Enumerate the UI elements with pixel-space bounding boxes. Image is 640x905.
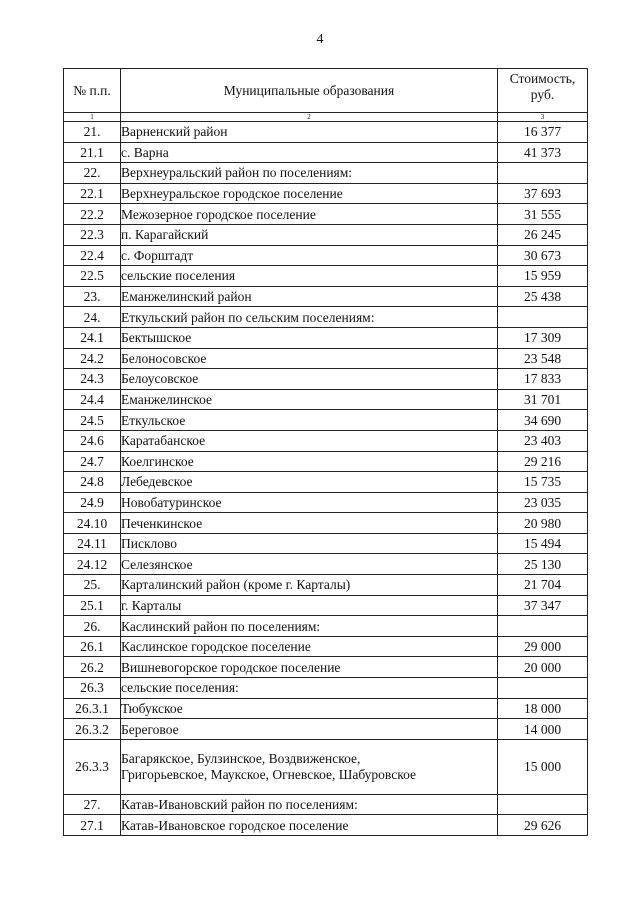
row-number: 21. — [64, 122, 121, 143]
cost-value — [498, 163, 588, 184]
header-num: № п.п. — [64, 69, 121, 113]
table-row — [64, 307, 588, 328]
row-number: 27. — [64, 794, 121, 815]
cost-value: 20 000 — [498, 657, 588, 678]
table-row — [64, 163, 588, 184]
municipality-name-line: Багарякское, Булзинское, Воздвиженское, — [121, 750, 361, 766]
row-number: 27.1 — [64, 815, 121, 836]
municipality-name: сельские поселения: — [121, 678, 498, 699]
municipality-name: Печенкинское — [121, 513, 498, 534]
column-index-row — [64, 113, 588, 122]
municipality-name: Писклово — [121, 533, 498, 554]
municipality-name: Межозерное городское поселение — [121, 204, 498, 225]
row-number: 24.11 — [64, 533, 121, 554]
table-row — [64, 575, 588, 596]
tariff-table — [63, 68, 588, 836]
table-row — [64, 430, 588, 451]
row-number: 24.5 — [64, 410, 121, 431]
cost-value: 20 980 — [498, 513, 588, 534]
municipality-name: Новобатуринское — [121, 492, 498, 513]
table-row — [64, 327, 588, 348]
cost-value: 31 701 — [498, 389, 588, 410]
cost-value: 37 693 — [498, 183, 588, 204]
table-row — [64, 698, 588, 719]
table-row — [64, 410, 588, 431]
table-row — [64, 369, 588, 390]
table-row — [64, 451, 588, 472]
table-row — [64, 554, 588, 575]
municipality-name: Еткульский район по сельским поселениям: — [121, 307, 498, 328]
municipality-name: Варненский район — [121, 122, 498, 143]
municipality-name: п. Карагайский — [121, 224, 498, 245]
row-number: 26.3.3 — [64, 739, 121, 794]
table-row — [64, 595, 588, 616]
municipality-name: Белоусовское — [121, 369, 498, 390]
cost-value: 25 438 — [498, 286, 588, 307]
table-row — [64, 204, 588, 225]
cost-value: 25 130 — [498, 554, 588, 575]
cost-value: 31 555 — [498, 204, 588, 225]
cost-value: 26 245 — [498, 224, 588, 245]
municipality-name: Верхнеуральское городское поселение — [121, 183, 498, 204]
table-row — [64, 815, 588, 836]
municipality-name: Верхнеуральский район по поселениям: — [121, 163, 498, 184]
municipality-name: Еткульское — [121, 410, 498, 431]
row-number: 22.1 — [64, 183, 121, 204]
municipality-name: с. Варна — [121, 142, 498, 163]
municipality-name: Бектышское — [121, 327, 498, 348]
cost-value: 15 959 — [498, 266, 588, 287]
municipality-name: Еманжелинский район — [121, 286, 498, 307]
cost-value: 15 735 — [498, 472, 588, 493]
row-number: 22.3 — [64, 224, 121, 245]
row-number: 24.9 — [64, 492, 121, 513]
table-row — [64, 794, 588, 815]
table-row — [64, 616, 588, 637]
table-row — [64, 183, 588, 204]
table-row — [64, 678, 588, 699]
row-number: 23. — [64, 286, 121, 307]
header-name: Муниципальные образования — [121, 69, 498, 113]
municipality-name: Каслинское городское поселение — [121, 636, 498, 657]
table-row — [64, 513, 588, 534]
table-row — [64, 245, 588, 266]
municipality-name — [121, 739, 498, 794]
cost-value: 30 673 — [498, 245, 588, 266]
row-number: 24.3 — [64, 369, 121, 390]
municipality-name: Белоносовское — [121, 348, 498, 369]
municipality-name: Еманжелинское — [121, 389, 498, 410]
municipality-name: Каслинский район по поселениям: — [121, 616, 498, 637]
municipality-name: г. Карталы — [121, 595, 498, 616]
row-number: 22. — [64, 163, 121, 184]
cost-value: 17 309 — [498, 327, 588, 348]
cost-value — [498, 794, 588, 815]
municipality-name: Тюбукское — [121, 698, 498, 719]
table-row — [64, 286, 588, 307]
row-number: 22.2 — [64, 204, 121, 225]
row-number: 26.3.1 — [64, 698, 121, 719]
cost-value: 15 000 — [498, 739, 588, 794]
municipality-name: Каратабанское — [121, 430, 498, 451]
row-number: 25. — [64, 575, 121, 596]
municipality-name: Катав-Ивановское городское поселение — [121, 815, 498, 836]
cost-value: 29 216 — [498, 451, 588, 472]
table-row — [64, 266, 588, 287]
row-number: 26.3.2 — [64, 719, 121, 740]
table-header-row — [64, 69, 588, 113]
municipality-name: Лебедевское — [121, 472, 498, 493]
municipality-name: Селезянское — [121, 554, 498, 575]
row-number: 24.12 — [64, 554, 121, 575]
row-number: 24.1 — [64, 327, 121, 348]
row-number: 24.6 — [64, 430, 121, 451]
table-row — [64, 224, 588, 245]
row-number: 24.4 — [64, 389, 121, 410]
row-number: 26.3 — [64, 678, 121, 699]
header-cost: Стоимость, руб. — [498, 69, 588, 113]
cost-value: 29 626 — [498, 815, 588, 836]
column-index: 1 — [64, 113, 121, 122]
cost-value — [498, 307, 588, 328]
table-row — [64, 492, 588, 513]
cost-value: 15 494 — [498, 533, 588, 554]
cost-value: 16 377 — [498, 122, 588, 143]
cost-value: 21 704 — [498, 575, 588, 596]
municipality-name: Коелгинское — [121, 451, 498, 472]
row-number: 21.1 — [64, 142, 121, 163]
table-row — [64, 122, 588, 143]
table-row — [64, 636, 588, 657]
table-row — [64, 142, 588, 163]
table-row — [64, 472, 588, 493]
cost-value: 37 347 — [498, 595, 588, 616]
row-number: 22.4 — [64, 245, 121, 266]
municipality-name: Катав-Ивановский район по поселениям: — [121, 794, 498, 815]
table-row — [64, 348, 588, 369]
column-index: 3 — [498, 113, 588, 122]
row-number: 24.10 — [64, 513, 121, 534]
cost-value: 14 000 — [498, 719, 588, 740]
row-number: 24.8 — [64, 472, 121, 493]
table-row — [64, 719, 588, 740]
cost-value: 17 833 — [498, 369, 588, 390]
cost-value: 41 373 — [498, 142, 588, 163]
cost-value — [498, 678, 588, 699]
cost-value: 18 000 — [498, 698, 588, 719]
row-number: 24.2 — [64, 348, 121, 369]
row-number: 24. — [64, 307, 121, 328]
cost-value — [498, 616, 588, 637]
municipality-name: сельские поселения — [121, 266, 498, 287]
page-number: 4 — [316, 32, 324, 47]
table-row — [64, 739, 588, 794]
row-number: 26. — [64, 616, 121, 637]
table-row — [64, 389, 588, 410]
row-number: 22.5 — [64, 266, 121, 287]
cost-value: 34 690 — [498, 410, 588, 431]
cost-value: 23 548 — [498, 348, 588, 369]
municipality-name: Береговое — [121, 719, 498, 740]
row-number: 24.7 — [64, 451, 121, 472]
row-number: 26.2 — [64, 657, 121, 678]
municipality-name: Вишневогорское городское поселение — [121, 657, 498, 678]
cost-value: 23 403 — [498, 430, 588, 451]
cost-value: 29 000 — [498, 636, 588, 657]
column-index: 2 — [121, 113, 498, 122]
table-row — [64, 533, 588, 554]
cost-value: 23 035 — [498, 492, 588, 513]
municipality-name: Карталинский район (кроме г. Карталы) — [121, 575, 498, 596]
municipality-name: с. Форштадт — [121, 245, 498, 266]
table-row — [64, 657, 588, 678]
row-number: 26.1 — [64, 636, 121, 657]
municipality-name-line: Григорьевское, Маукское, Огневское, Шабуровское — [121, 766, 417, 782]
row-number: 25.1 — [64, 595, 121, 616]
